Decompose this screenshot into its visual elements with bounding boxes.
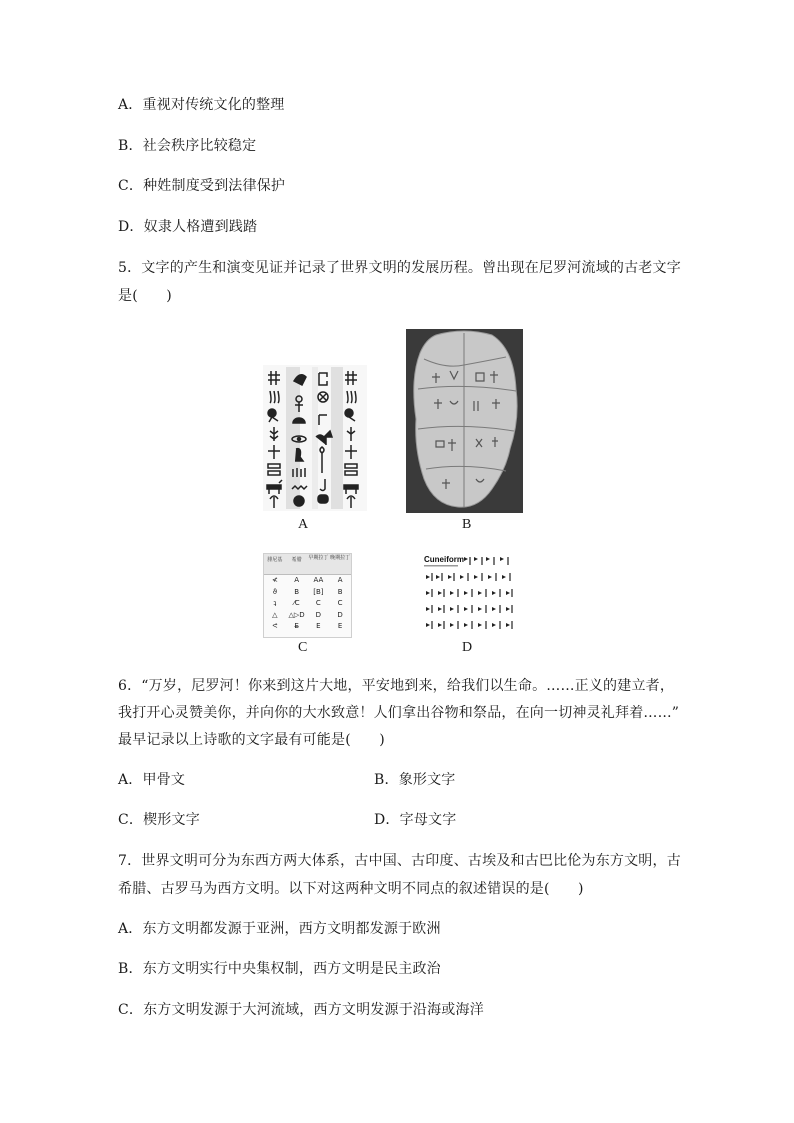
table-c-cell: ⁄C	[293, 599, 300, 607]
table-c-cell: E	[337, 622, 343, 630]
table-c-cell: △▷D	[288, 610, 305, 619]
q7-stem-line1: 7．世界文明可分为东西方两大体系，古中国、古印度、古埃及和古巴比伦为东方文明，古	[118, 853, 681, 869]
q4-option-d: D．奴隶人格遭到践踏	[118, 219, 258, 235]
table-c-cell: A	[337, 576, 343, 584]
table-c-cell: △	[272, 610, 278, 619]
table-c-cell: ϑ	[272, 587, 278, 596]
q6-option-b: B．象形文字	[374, 772, 456, 788]
q6-stem-line1: 6．“万岁，尼罗河！你来到这片大地，平安地到来，给我们以生命。……正义的建立者，	[118, 678, 675, 694]
table-c-header-2: 希腊	[291, 557, 302, 563]
figure-b-label: B	[462, 517, 472, 532]
table-c-cell: A	[294, 576, 300, 584]
table-c-cell: B	[294, 587, 300, 596]
table-c-cell: AA	[313, 576, 324, 584]
q5-stem-line2: 是( )	[118, 288, 172, 304]
table-c-row	[264, 587, 351, 599]
table-c-cell: C	[315, 599, 321, 607]
table-c-cell: [B]	[313, 587, 324, 596]
table-c-header-1: 腓尼基	[267, 557, 283, 563]
q7-option-a: A．东方文明都发源于亚洲，西方文明都发源于欧洲	[118, 921, 441, 937]
figure-a-hieroglyphs-icon	[263, 365, 367, 511]
table-c-cell: ᕙ	[272, 622, 278, 630]
table-c-cell: E̶	[294, 622, 299, 630]
table-c-row	[264, 575, 351, 587]
figure-b-oracle-bone-icon	[406, 329, 523, 513]
table-c-cell: B	[337, 587, 343, 596]
figure-d-label: D	[462, 640, 473, 655]
table-c-header-4: 晚期拉丁	[330, 555, 351, 561]
table-c-cell: E	[316, 622, 321, 630]
q7-option-c: C．东方文明发源于大河流域，西方文明发源于沿海或海洋	[118, 1002, 484, 1018]
q6-option-c: C．楔形文字	[118, 812, 200, 828]
table-c-row	[264, 610, 351, 622]
q6-option-d: D．字母文字	[374, 812, 457, 828]
table-c-cell: D	[337, 610, 343, 619]
table-c-header-3: 早期拉丁	[308, 555, 329, 561]
q6-stem-line2: 我打开心灵赞美你，并向你的大水致意！人们拿出谷物和祭品，在向一切神灵礼拜着……”	[118, 705, 680, 721]
q4-option-c: C．种姓制度受到法律保护	[118, 178, 286, 194]
table-c-cell: ≮	[271, 576, 278, 584]
q4-option-b: B．社会秩序比较稳定	[118, 138, 257, 154]
figure-a-label: A	[298, 517, 309, 532]
table-c-cell: D	[315, 610, 322, 619]
q7-option-b: B．东方文明实行中央集权制，西方文明是民主政治	[118, 961, 441, 977]
table-c-cell: C	[337, 599, 343, 607]
figure-c-alphabet-table-icon	[263, 553, 352, 638]
table-c-row	[264, 621, 351, 633]
figure-d-cuneiform-icon	[422, 553, 516, 636]
table-c-row	[264, 598, 351, 610]
q6-option-a: A．甲骨文	[118, 772, 186, 788]
cuneiform-title: Cuneiform	[424, 555, 464, 564]
figure-c-label: C	[298, 640, 308, 655]
q4-option-a: A．重视对传统文化的整理	[118, 97, 285, 113]
q6-stem-line3: 最早记录以上诗歌的文字最有可能是( )	[118, 732, 385, 748]
table-c-cell: ʇ	[273, 599, 277, 607]
q5-stem-line1: 5．文字的产生和演变见证并记录了世界文明的发展历程。曾出现在尼罗河流域的古老文字	[118, 260, 681, 276]
q7-stem-line2: 希腊、古罗马为西方文明。以下对这两种文明不同点的叙述错误的是( )	[118, 881, 584, 897]
